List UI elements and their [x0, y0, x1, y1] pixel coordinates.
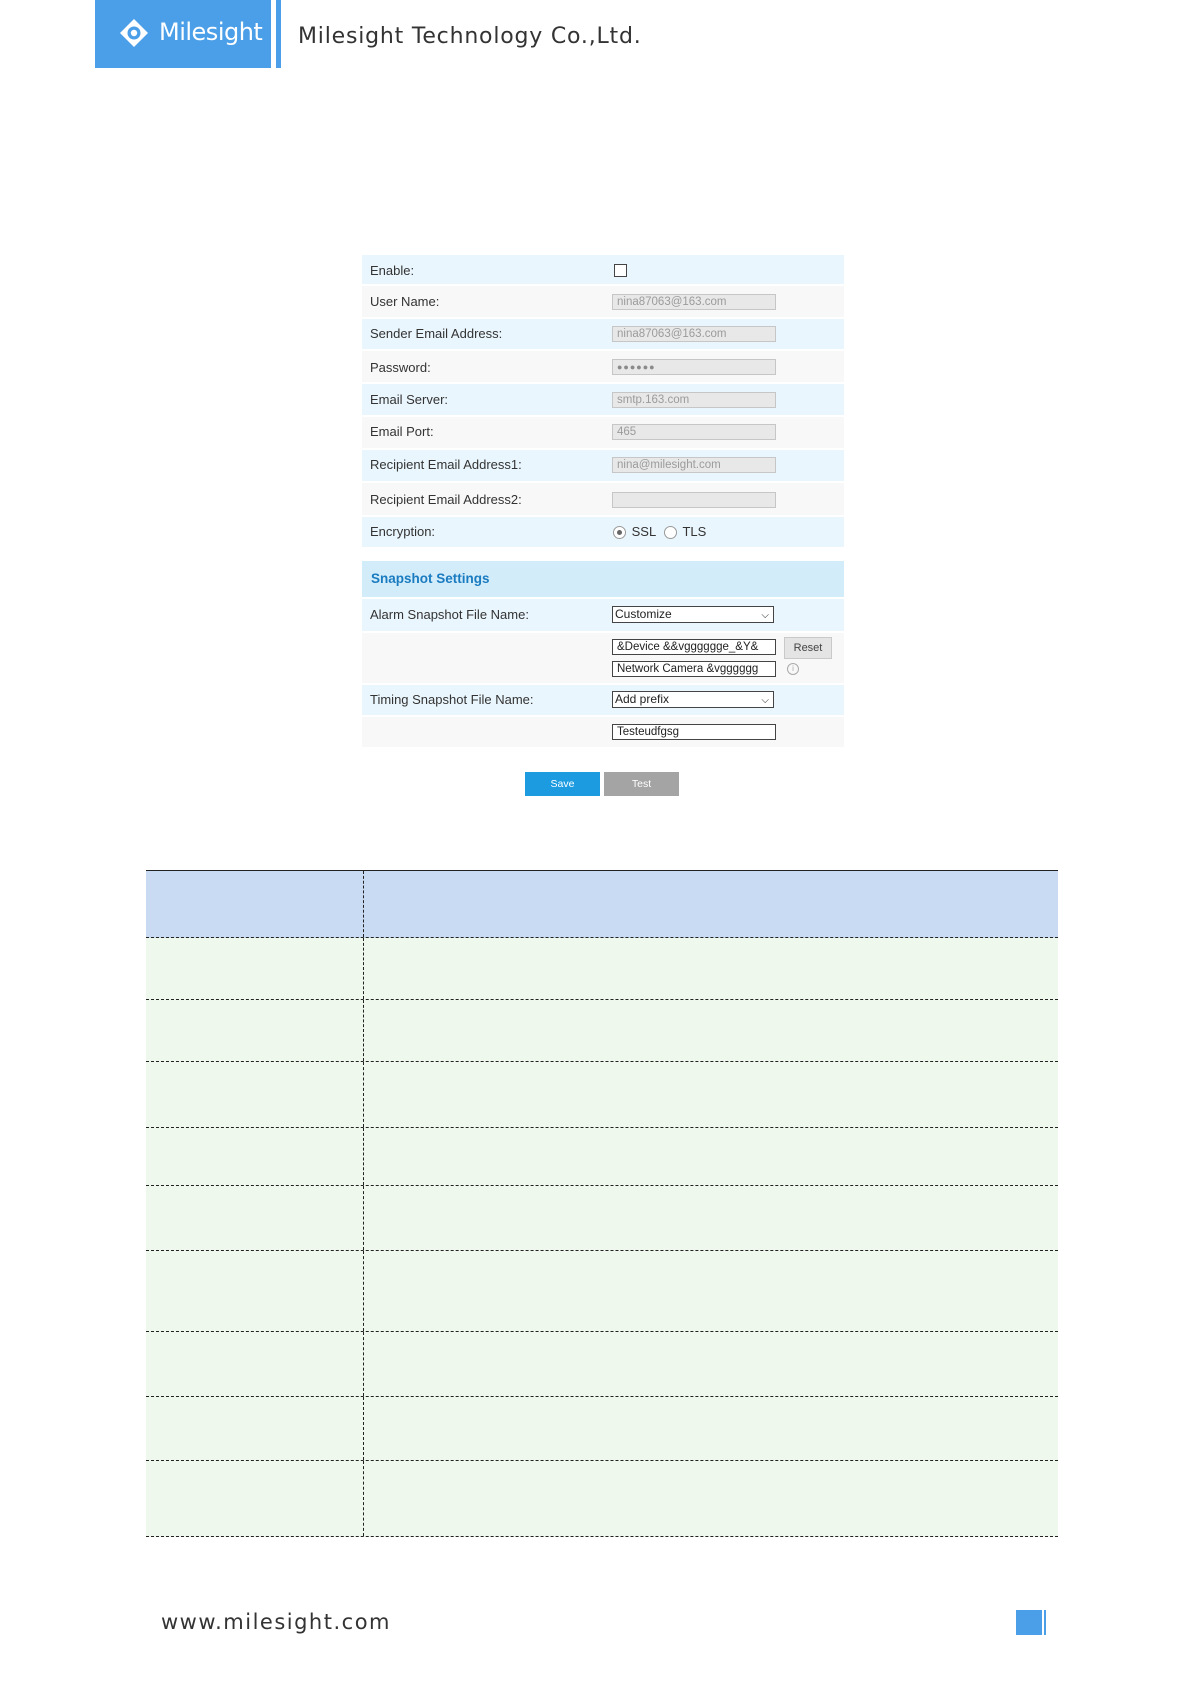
column-divider [363, 1251, 364, 1331]
table-row [146, 1062, 1058, 1128]
table-row [146, 1397, 1058, 1461]
table-row [146, 1128, 1058, 1186]
timing-snapshot-row [362, 683, 844, 715]
company-name: Milesight Technology Co.,Ltd. [298, 24, 642, 49]
tls-radio[interactable] [664, 526, 677, 539]
header-divider [276, 0, 281, 68]
parameter-table [146, 870, 1058, 1537]
ssl-label: SSL [631, 524, 657, 539]
recipient2-row [362, 481, 844, 515]
alarm-snapshot-select[interactable] [612, 606, 774, 623]
milesight-logo-icon [119, 18, 149, 48]
email-settings-panel [362, 253, 844, 747]
info-icon[interactable]: i [787, 663, 799, 675]
alarm-snapshot-row [362, 597, 844, 631]
page-marker [1016, 1610, 1042, 1635]
password-input[interactable]: ●●●●●● [612, 359, 776, 375]
table-row [146, 1461, 1058, 1537]
recipient1-row [362, 448, 844, 481]
tls-label: TLS [682, 524, 707, 539]
chevron-down-icon: ⌵ [761, 695, 769, 706]
snapshot-settings-title: Snapshot Settings [371, 571, 490, 586]
column-divider [363, 938, 364, 999]
table-row [146, 1332, 1058, 1397]
timing-snapshot-label: Timing Snapshot File Name: [370, 692, 534, 707]
email-port-input[interactable]: 465 [612, 424, 776, 440]
column-divider [363, 1461, 364, 1536]
user-name-row [362, 284, 844, 317]
table-row [146, 938, 1058, 1000]
column-divider [363, 1186, 364, 1250]
timing-prefix-input[interactable]: Testeudfgsg [612, 724, 776, 740]
column-divider [363, 1332, 364, 1396]
recipient1-input[interactable]: nina@milesight.com [612, 457, 776, 473]
timing-snapshot-select-value: Add prefix [615, 692, 670, 706]
alarm-name-row [362, 631, 844, 683]
table-row [146, 1000, 1058, 1062]
password-label: Password: [370, 360, 431, 375]
reset-button[interactable]: Reset [784, 637, 832, 659]
alarm-name-input-1[interactable]: &Device &&vgggggge_&Y& [612, 639, 776, 655]
timing-prefix-row [362, 715, 844, 747]
enable-row [362, 253, 844, 284]
password-row [362, 349, 844, 382]
encryption-row [362, 515, 844, 547]
alarm-name-input-2[interactable]: Network Camera &vgggggg [612, 661, 776, 677]
email-server-label: Email Server: [370, 392, 449, 407]
enable-label: Enable: [370, 263, 415, 278]
email-server-row [362, 382, 844, 415]
alarm-snapshot-label: Alarm Snapshot File Name: [370, 607, 529, 622]
brand-logo [95, 0, 271, 68]
table-row [146, 1251, 1058, 1332]
alarm-snapshot-select-value: Customize [615, 607, 672, 621]
email-port-label: Email Port: [370, 424, 434, 439]
column-divider [363, 871, 364, 937]
user-name-label: User Name: [370, 294, 440, 309]
user-name-input[interactable]: nina87063@163.com [612, 294, 776, 310]
test-button[interactable]: Test [604, 772, 679, 796]
logo-text: Milesight [159, 18, 263, 46]
encryption-options [613, 524, 706, 539]
column-divider [363, 1128, 364, 1185]
table-header-row [146, 870, 1058, 938]
encryption-label: Encryption: [370, 524, 436, 539]
table-row [146, 1186, 1058, 1251]
recipient2-label: Recipient Email Address2: [370, 492, 522, 507]
snapshot-settings-header [362, 559, 844, 597]
sender-email-input[interactable]: nina87063@163.com [612, 326, 776, 342]
email-port-row [362, 415, 844, 448]
column-divider [363, 1062, 364, 1127]
column-divider [363, 1397, 364, 1460]
column-divider [363, 1000, 364, 1061]
sender-email-label: Sender Email Address: [370, 326, 503, 341]
footer-url: www.milesight.com [161, 1610, 391, 1634]
email-server-input[interactable]: smtp.163.com [612, 392, 776, 408]
chevron-down-icon: ⌵ [761, 610, 769, 621]
save-button[interactable]: Save [525, 772, 600, 796]
recipient1-label: Recipient Email Address1: [370, 457, 522, 472]
recipient2-input[interactable] [612, 492, 776, 508]
timing-snapshot-select[interactable] [612, 691, 774, 708]
sender-email-row [362, 317, 844, 349]
enable-checkbox[interactable] [614, 264, 627, 277]
page-marker-line [1044, 1610, 1046, 1635]
ssl-radio[interactable] [613, 526, 626, 539]
